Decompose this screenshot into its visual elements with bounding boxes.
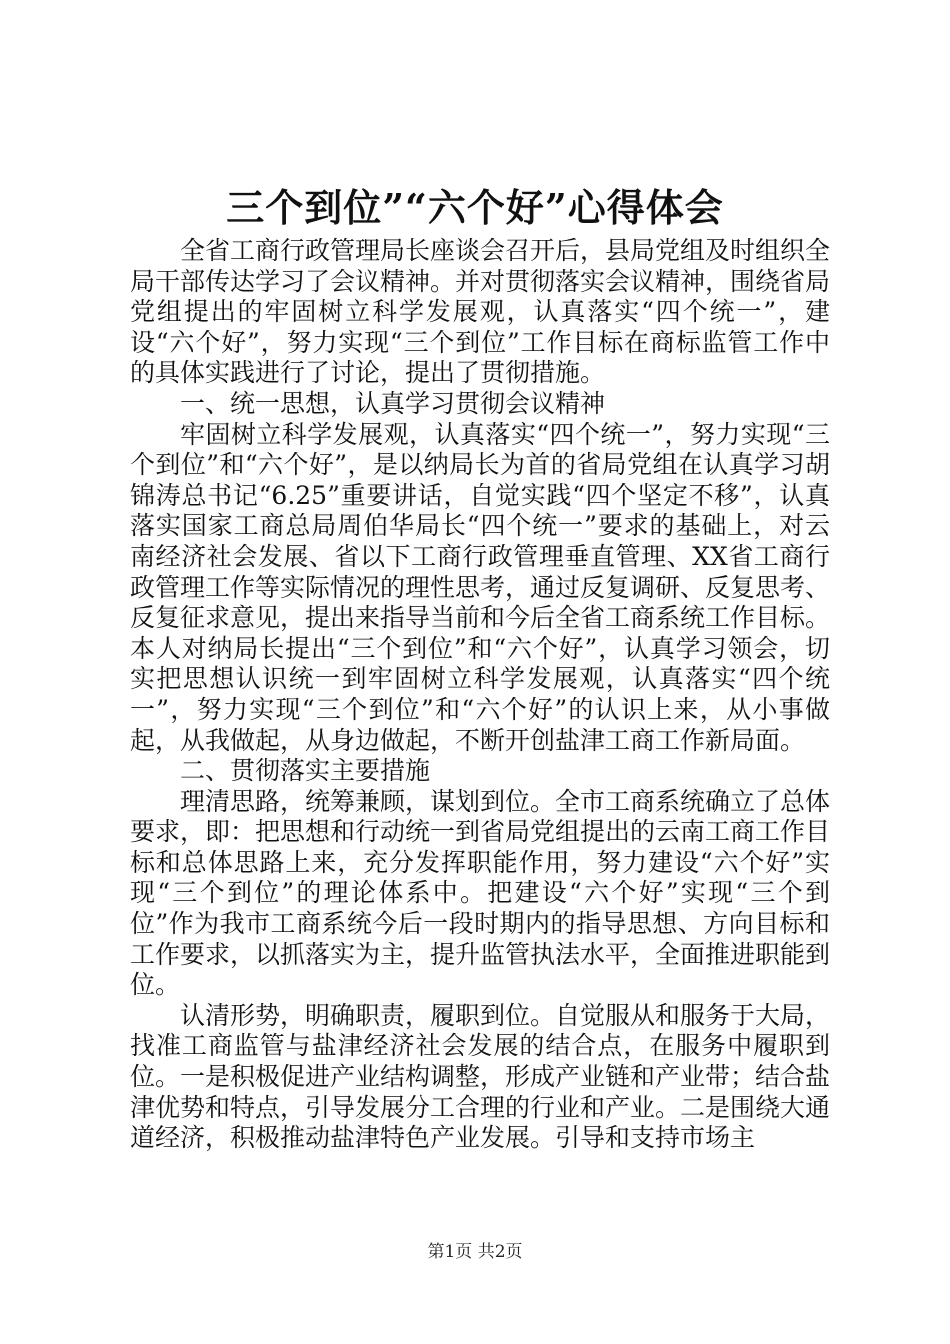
body-paragraph: 认清形势，明确职责，履职到位。自觉服从和服务于大局，找准工商监管与盐津经济社会发展的结合点，在服务中履职到位。一是积极促进产业结构调整，形成产业链和产业带；结合盐津优势和特点，引导发展分工合理的行业和产业。二是围绕大通道经济，积极推动盐津特色产业发展。引导和支持市场主 (130, 1000, 831, 1153)
section-heading-1: 一、统一思想，认真学习贯彻会议精神 (180, 388, 606, 418)
intro-paragraph: 全省工商行政管理局长座谈会召开后，县局党组及时组织全局干部传达学习了会议精神。并对贯彻落实会议精神，围绕省局党组提出的牢固树立科学发展观，认真落实“四个统一”，建设“六个好”，努力实现“三个到位”工作目标在商标监管工作中的具体实践进行了讨论，提出了贯彻措施。 (130, 236, 831, 388)
body-paragraph: 理清思路，统筹兼顾，谋划到位。全市工商系统确立了总体要求，即：把思想和行动统一到省局党组提出的云南工商工作目标和总体思路上来，充分发挥职能作用，努力建设“六个好”实现“三个到位”的理论体系中。把建设“六个好”实现“三个到位”作为我市工商系统今后一段时期内的指导思想、方向目标和工作要求，以抓落实为主，提升监管执法水平，全面推进职能到位。 (130, 786, 831, 1000)
document-title: 三个到位”“六个好”心得体会 (226, 185, 724, 230)
document-body (130, 236, 830, 1154)
body-paragraph: 牢固树立科学发展观，认真落实“四个统一”，努力实现“三个到位”和“六个好”，是以纳局长为首的省局党组在认真学习胡锦涛总书记“6.25”重要讲话，自觉实践“四个坚定不移”，认真落实国家工商总局周伯华局长“四个统一”要求的基础上，对云南经济社会发展、省以下工商行政管理垂直管理、XX省工商行政管理工作等实际情况的理性思考，通过反复调研、反复思考、反复征求意见，提出来指导当前和今后全省工商系统工作目标。本人对纳局长提出“三个到位”和“六个好”，认真学习领会，切实把思想认识统一到牢固树立科学发展观，认真落实“四个统一”，努力实现“三个到位”和“六个好”的认识上来，从小事做起，从我做起，从身边做起，不断开创盐津工商工作新局面。 (130, 419, 831, 755)
section-heading-2: 二、贯彻落实主要措施 (180, 756, 431, 786)
page-number: 第1页 共2页 (427, 1242, 523, 1262)
